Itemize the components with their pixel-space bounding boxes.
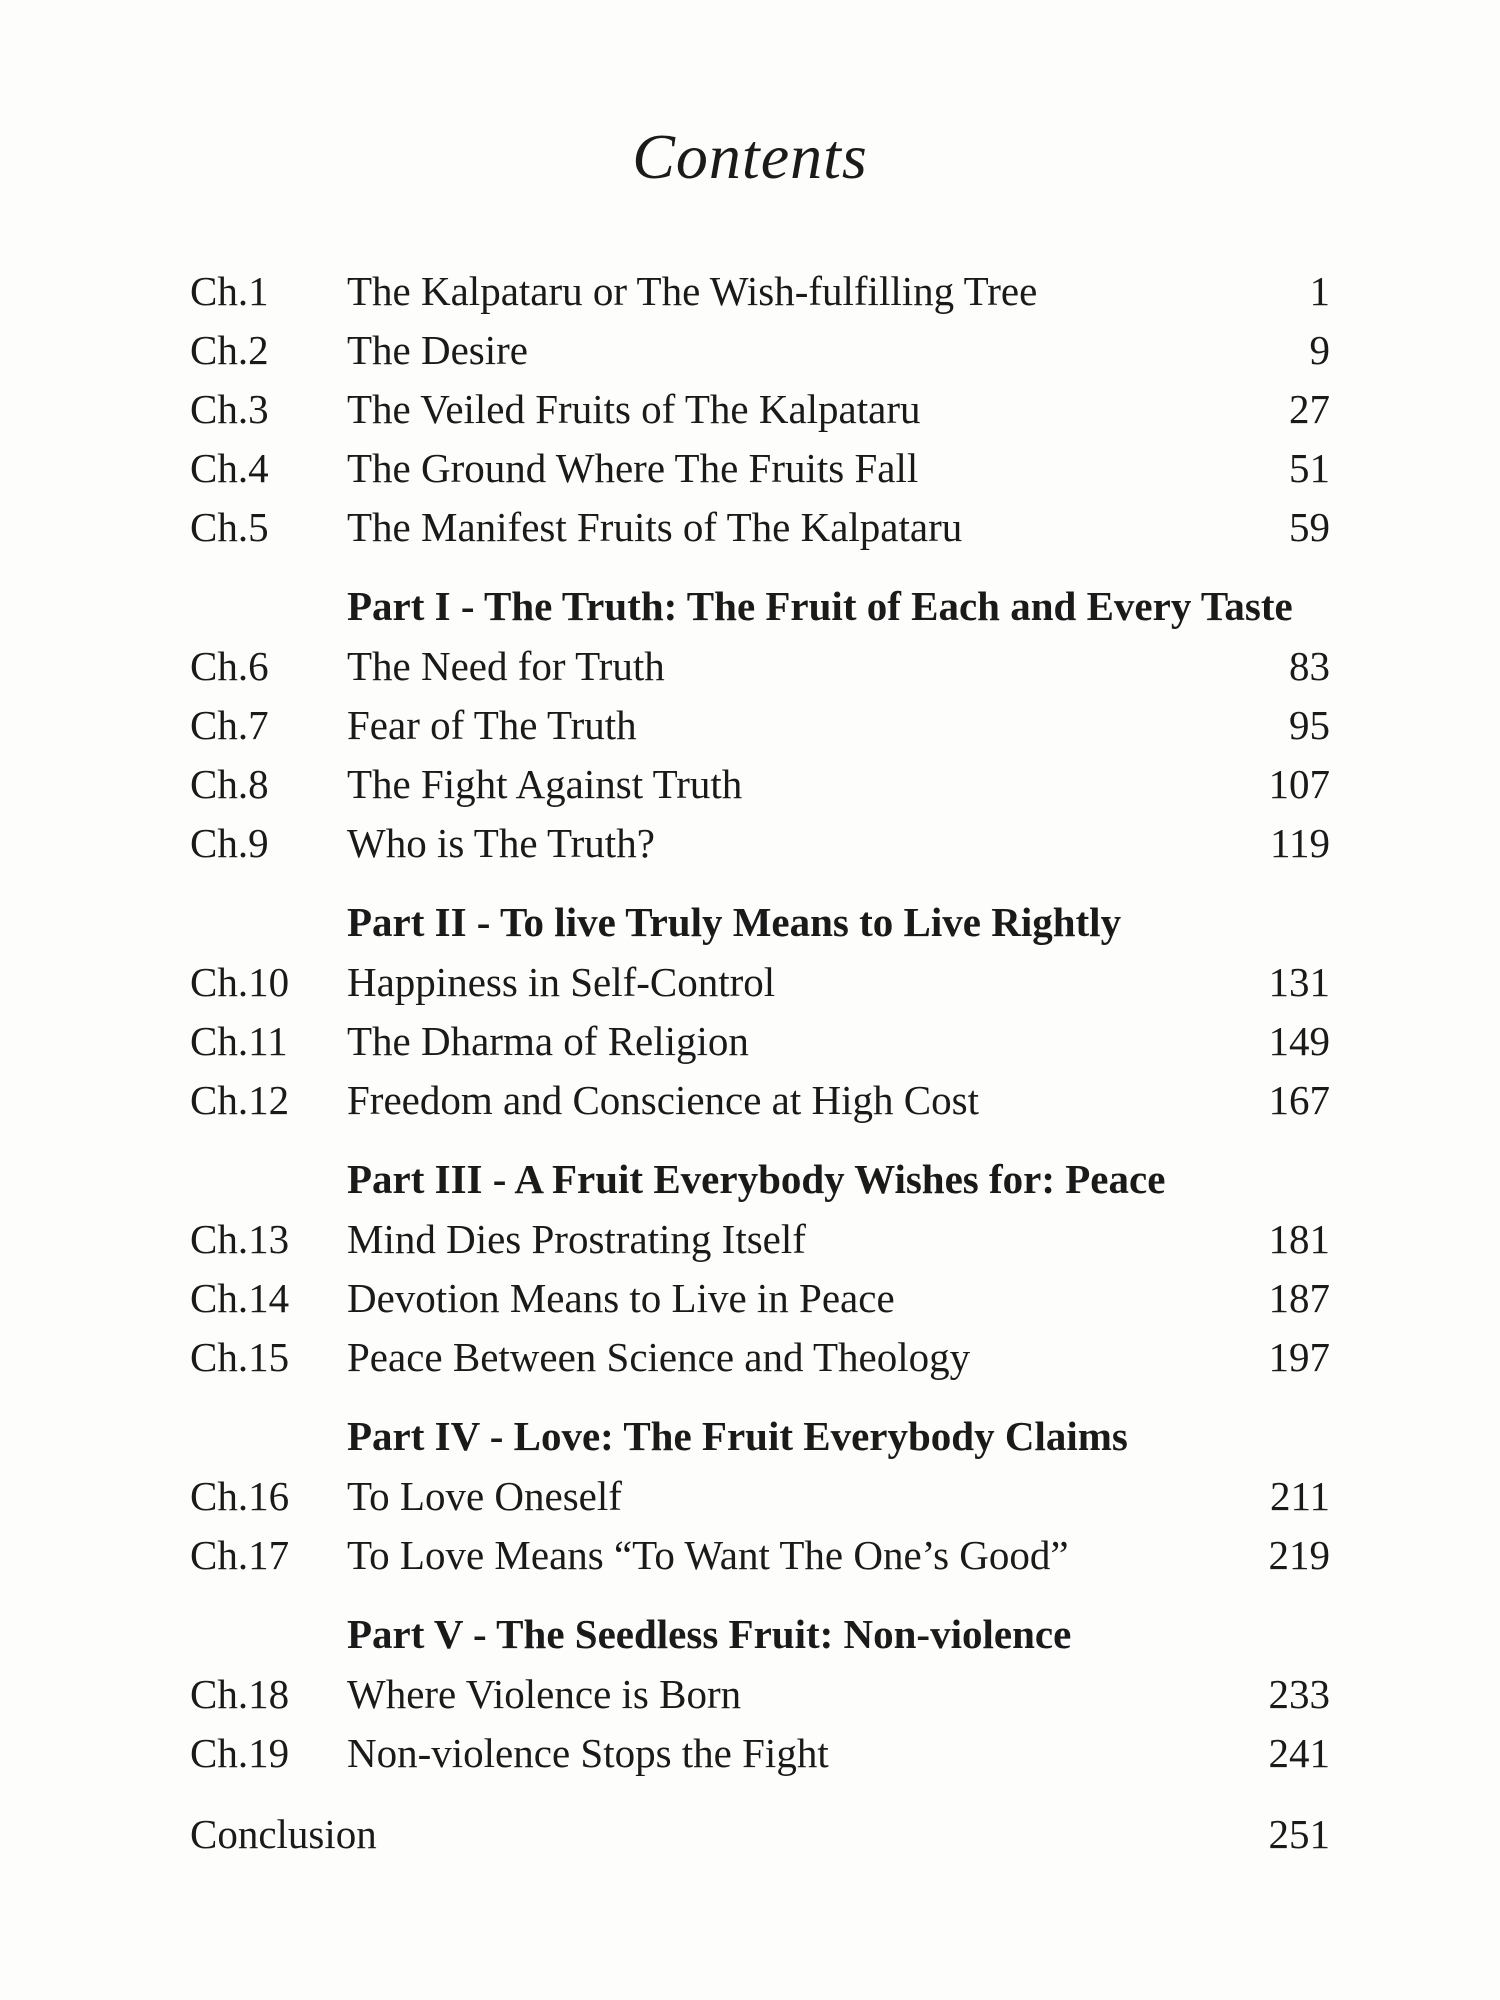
- page-number: 197: [1268, 1334, 1330, 1380]
- page-number: 219: [1268, 1532, 1330, 1578]
- toc-entry: [190, 755, 1330, 814]
- conclusion-title: Conclusion: [190, 1811, 377, 1857]
- chapter-title: Freedom and Conscience at High Cost: [347, 1077, 979, 1123]
- chapter-number: Ch.2: [190, 327, 269, 373]
- chapter-title: The Veiled Fruits of The Kalpataru: [347, 386, 921, 432]
- chapter-number: Ch.9: [190, 820, 269, 866]
- page-number: 211: [1270, 1473, 1330, 1519]
- toc-entry: [190, 696, 1330, 755]
- chapter-title: The Need for Truth: [347, 643, 665, 689]
- toc-entry-conclusion: [190, 1805, 1330, 1864]
- toc-entry: [190, 1724, 1330, 1783]
- chapter-number: Ch.3: [190, 386, 269, 432]
- chapter-number: Ch.18: [190, 1671, 290, 1717]
- chapter-number: Ch.1: [190, 268, 269, 314]
- page-number: 1: [1309, 268, 1330, 314]
- page-number: 9: [1309, 327, 1330, 373]
- toc-entry: [190, 498, 1330, 557]
- chapter-number: Ch.10: [190, 959, 290, 1005]
- toc-entry: [190, 262, 1330, 321]
- part-title: Part II - To live Truly Means to Live Rightly: [347, 899, 1122, 945]
- toc-entry: [190, 1665, 1330, 1724]
- chapter-title: The Ground Where The Fruits Fall: [347, 445, 919, 491]
- toc-entry: [190, 1328, 1330, 1387]
- spacer: [190, 1783, 1330, 1805]
- page-number: 83: [1289, 643, 1330, 689]
- toc-entry: [190, 637, 1330, 696]
- page-number: 167: [1268, 1077, 1330, 1123]
- chapter-number: Ch.16: [190, 1473, 290, 1519]
- page-number: 233: [1268, 1671, 1330, 1717]
- chapter-number: Ch.12: [190, 1077, 290, 1123]
- chapter-number: Ch.7: [190, 702, 269, 748]
- toc-entry: [190, 1071, 1330, 1130]
- chapter-number: Ch.15: [190, 1334, 290, 1380]
- chapter-title: Mind Dies Prostrating Itself: [347, 1216, 806, 1262]
- chapter-number: Ch.17: [190, 1532, 290, 1578]
- chapter-title: The Fight Against Truth: [347, 761, 743, 807]
- chapter-title: The Kalpataru or The Wish-fulfilling Tree: [347, 268, 1038, 314]
- part-heading: [190, 1148, 1330, 1210]
- part-title: Part V - The Seedless Fruit: Non-violence: [347, 1611, 1072, 1657]
- part-heading: [190, 891, 1330, 953]
- toc-entry: [190, 1526, 1330, 1585]
- toc-entry: [190, 814, 1330, 873]
- page-number: 251: [1268, 1811, 1330, 1857]
- page-number: 119: [1270, 820, 1330, 866]
- toc-entry: [190, 1269, 1330, 1328]
- part-title: Part I - The Truth: The Fruit of Each and Every Taste: [347, 583, 1293, 629]
- chapter-title: Where Violence is Born: [347, 1671, 742, 1717]
- chapter-title: The Manifest Fruits of The Kalpataru: [347, 504, 963, 550]
- page-number: 149: [1268, 1018, 1330, 1064]
- toc-entry: [190, 1467, 1330, 1526]
- chapter-number: Ch.5: [190, 504, 269, 550]
- page-number: 131: [1268, 959, 1330, 1005]
- chapter-number: Ch.6: [190, 643, 269, 689]
- chapter-title: The Desire: [347, 327, 528, 373]
- page-number: 95: [1289, 702, 1330, 748]
- chapter-title: Non-violence Stops the Fight: [347, 1730, 829, 1776]
- chapter-title: To Love Oneself: [347, 1473, 622, 1519]
- chapter-number: Ch.13: [190, 1216, 290, 1262]
- chapter-title: Peace Between Science and Theology: [347, 1334, 971, 1380]
- chapter-title: Devotion Means to Live in Peace: [347, 1275, 895, 1321]
- page-number: 51: [1289, 445, 1330, 491]
- toc-entry: [190, 1210, 1330, 1269]
- toc-entry: [190, 1012, 1330, 1071]
- page-number: 27: [1289, 386, 1330, 432]
- page-number: 187: [1268, 1275, 1330, 1321]
- chapter-title: Fear of The Truth: [347, 702, 637, 748]
- page-number: 107: [1268, 761, 1330, 807]
- chapter-number: Ch.11: [190, 1018, 288, 1064]
- chapter-number: Ch.4: [190, 445, 269, 491]
- table-of-contents: [190, 262, 1330, 1864]
- toc-entry: [190, 321, 1330, 380]
- chapter-title: The Dharma of Religion: [347, 1018, 749, 1064]
- chapter-title: To Love Means “To Want The One’s Good”: [347, 1532, 1069, 1578]
- toc-entry: [190, 439, 1330, 498]
- part-heading: [190, 1405, 1330, 1467]
- page-number: 59: [1289, 504, 1330, 550]
- chapter-title: Happiness in Self-Control: [347, 959, 776, 1005]
- chapter-number: Ch.14: [190, 1275, 290, 1321]
- page-title: Contents: [632, 121, 868, 192]
- chapter-title: Who is The Truth?: [347, 820, 655, 866]
- part-heading: [190, 1603, 1330, 1665]
- chapter-number: Ch.8: [190, 761, 269, 807]
- part-title: Part IV - Love: The Fruit Everybody Claims: [347, 1413, 1128, 1459]
- toc-entry: [190, 953, 1330, 1012]
- page-number: 241: [1268, 1730, 1330, 1776]
- toc-entry: [190, 380, 1330, 439]
- part-heading: [190, 575, 1330, 637]
- page-number: 181: [1268, 1216, 1330, 1262]
- chapter-number: Ch.19: [190, 1730, 290, 1776]
- part-title: Part III - A Fruit Everybody Wishes for: Peace: [347, 1156, 1166, 1202]
